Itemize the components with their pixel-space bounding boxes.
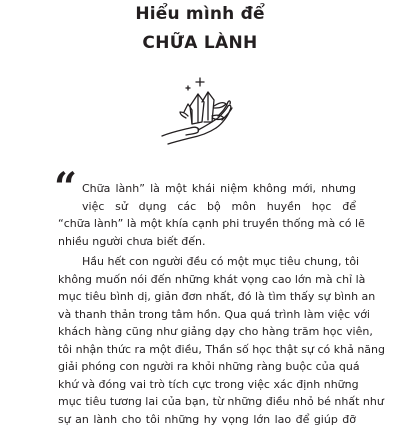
page-title-line2: CHỮA LÀNH — [0, 33, 400, 53]
opening-quote-mark: “ — [54, 168, 77, 208]
text-line: mục tiêu bình dị, giản đơn nhất, đó là tìm thấy sự bình an — [58, 288, 356, 306]
text-line: mục tiêu tương lai của bạn, từ những điều nhỏ bé nhất như — [58, 393, 356, 411]
page-title-line1: Hiểu mình để — [0, 4, 400, 24]
text-line: “chữa lành” là một khía cạnh phi truyền thống mà có lẽ — [58, 215, 356, 233]
paragraph-1-first-line — [82, 180, 356, 198]
text-line: việc sử dụng các bộ môn huyền học để — [58, 198, 356, 216]
text-line: sự an lành cho tôi những hy vọng lớn lao để giúp đỡ — [58, 411, 356, 428]
paragraph-2 — [58, 253, 356, 428]
text-line: khách hàng cũng như giảng dạy cho hàng trăm học viên, — [58, 323, 356, 341]
text-line: khứ và đóng vai trò tích cực trong việc xác định những — [58, 376, 356, 394]
hand-holding-crystals-icon — [152, 72, 252, 167]
text-line: Chữa lành” là một khái niệm không mới, nhưng — [82, 180, 356, 198]
text-line: nhiều người chưa biết đến. — [58, 233, 356, 251]
text-line: không muốn nói đến những khát vọng cao lớn mà chỉ là — [58, 271, 356, 289]
text-line: giải phóng con người ra khỏi những ràng buộc của quá — [58, 358, 356, 376]
text-line: tôi nhận thức ra một điều, Thần số học thật sự có khả năng — [58, 341, 356, 359]
paragraph-1-rest — [58, 198, 356, 251]
text-line: Hầu hết con người đều có một mục tiêu chung, tôi — [58, 253, 356, 271]
text-line: và thanh thản trong tâm hồn. Qua quá trình làm việc với — [58, 306, 356, 324]
